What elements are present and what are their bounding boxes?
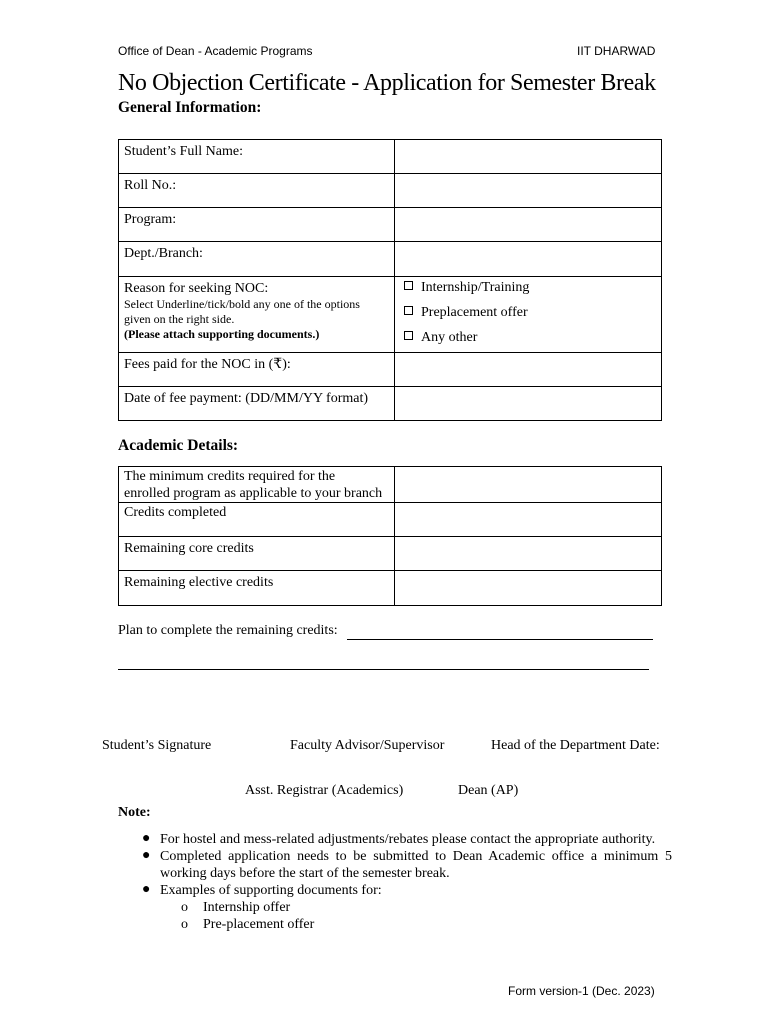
option-preplacement[interactable]: [400, 304, 661, 321]
program-label: Program:: [119, 208, 395, 242]
table-row: [119, 140, 662, 174]
list-item: [181, 916, 672, 933]
min-credits-text-cont: enrolled program as applicable to your branch: [124, 486, 383, 501]
table-row: [119, 537, 662, 571]
header-office: Office of Dean - Academic Programs: [118, 44, 313, 58]
student-signature-label: Student’s Signature: [102, 738, 212, 753]
roll-field[interactable]: [395, 174, 662, 208]
credits-completed-field[interactable]: [395, 503, 662, 537]
table-row: [119, 387, 662, 421]
registrar-signature-label: Asst. Registrar (Academics): [245, 783, 404, 798]
checkbox-icon[interactable]: [404, 306, 413, 315]
reason-instruction-cont: given on the right side.: [124, 312, 235, 326]
table-row: [119, 467, 662, 503]
table-row: [119, 208, 662, 242]
bullet-icon: ●: [142, 831, 151, 846]
table-row: [119, 277, 662, 353]
bullet-icon: ●: [142, 848, 151, 863]
note-text: For hostel and mess-related adjustments/rebates please contact the appropriate authority.: [160, 832, 656, 847]
dept-field[interactable]: [395, 242, 662, 277]
date-field[interactable]: [395, 387, 662, 421]
circle-bullet-icon: o: [181, 917, 188, 932]
note-list: [142, 831, 672, 933]
core-credits-field[interactable]: [395, 537, 662, 571]
option-label: Preplacement offer: [421, 305, 528, 320]
roll-label: Roll No.:: [119, 174, 395, 208]
plan-label: Plan to complete the remaining credits:: [118, 623, 338, 638]
list-item: [142, 831, 672, 848]
table-row: [119, 242, 662, 277]
note-subtext: Pre-placement offer: [203, 917, 315, 932]
reason-label: Reason for seeking NOC:: [124, 281, 269, 296]
academic-details-table: [118, 466, 662, 606]
checkbox-icon[interactable]: [404, 281, 413, 290]
hod-signature-label: Head of the Department Date:: [491, 738, 660, 753]
min-credits-text: The minimum credits required for the: [124, 469, 336, 484]
option-label: Any other: [421, 330, 478, 345]
name-field[interactable]: [395, 140, 662, 174]
plan-input-line[interactable]: [347, 639, 653, 640]
bullet-icon: ●: [142, 882, 151, 897]
header-institute: IIT DHARWAD: [577, 44, 656, 58]
fees-field[interactable]: [395, 353, 662, 387]
option-label: Internship/Training: [421, 280, 530, 295]
fees-label: Fees paid for the NOC in (₹):: [119, 353, 395, 387]
date-label: Date of fee payment: (DD/MM/YY format): [119, 387, 395, 421]
note-text: Completed application needs to be submitted to Dean Academic office a minimum 5 working days before the start of the semester break.: [160, 849, 672, 881]
list-item: [142, 848, 672, 882]
advisor-signature-label: Faculty Advisor/Supervisor: [290, 738, 445, 753]
dean-signature-label: Dean (AP): [458, 783, 519, 798]
reason-attach-note: (Please attach supporting documents.): [124, 327, 320, 341]
elective-credits-label: Remaining elective credits: [119, 571, 395, 606]
list-item: [181, 899, 672, 916]
plan-input-line-2[interactable]: [118, 669, 649, 670]
table-row: [119, 503, 662, 537]
general-info-table: [118, 139, 662, 421]
min-credits-label: [119, 467, 395, 503]
academic-details-heading: Academic Details:: [118, 437, 239, 454]
table-row: [119, 174, 662, 208]
form-version: Form version-1 (Dec. 2023): [508, 984, 655, 998]
list-item: [142, 882, 672, 899]
program-field[interactable]: [395, 208, 662, 242]
name-label: Student’s Full Name:: [119, 140, 395, 174]
reason-options: [395, 277, 662, 353]
option-other[interactable]: [400, 329, 661, 346]
note-heading: Note:: [118, 805, 151, 820]
reason-instruction: Select Underline/tick/bold any one of the options: [124, 297, 360, 311]
elective-credits-field[interactable]: [395, 571, 662, 606]
table-row: [119, 571, 662, 606]
circle-bullet-icon: o: [181, 900, 188, 915]
table-row: [119, 353, 662, 387]
core-credits-label: Remaining core credits: [119, 537, 395, 571]
note-subtext: Internship offer: [203, 900, 291, 915]
min-credits-field[interactable]: [395, 467, 662, 503]
dept-label: Dept./Branch:: [119, 242, 395, 277]
note-text: Examples of supporting documents for:: [160, 883, 382, 898]
option-internship[interactable]: [400, 279, 661, 296]
page-title: No Objection Certificate - Application for Semester Break: [118, 70, 656, 96]
checkbox-icon[interactable]: [404, 331, 413, 340]
reason-cell: [119, 277, 395, 353]
general-info-heading: General Information:: [118, 99, 262, 116]
credits-completed-label: Credits completed: [119, 503, 395, 537]
